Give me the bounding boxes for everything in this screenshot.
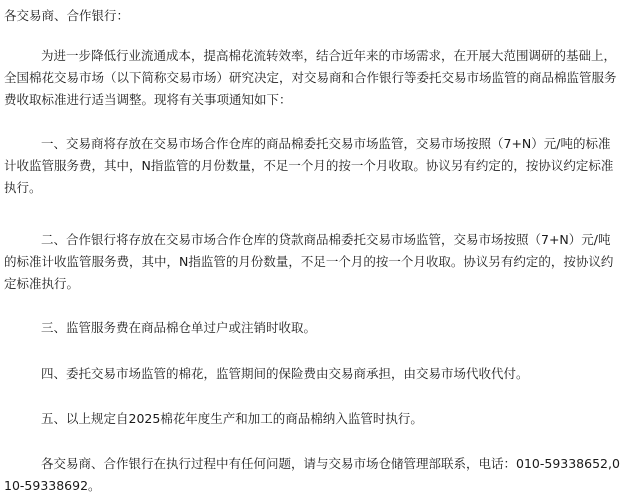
- item-3-paragraph: 三、监管服务费在商品棉仓单过户或注销时收取。: [41, 320, 317, 335]
- contact-paragraph: 各交易商、合作银行在执行过程中有任何问题，请与交易市场仓储管理部联系，电话：010-59338652,010-59338692。: [4, 456, 620, 493]
- intro-paragraph: 为进一步降低行业流通成本，提高棉花流转效率，结合近年来的市场需求，在开展大范围调研的基础上，全国棉花交易市场（以下简称交易市场）研究决定，对交易商和合作银行等委托交易市场监管的商品棉监管服务费收取标准进行适当调整。现将有关事项通知如下：: [4, 48, 617, 107]
- item-4-paragraph: 四、委托交易市场监管的棉花，监管期间的保险费由交易商承担，由交易市场代收代付。: [41, 366, 529, 381]
- salutation: 各交易商、合作银行：: [4, 8, 130, 23]
- item-2-paragraph: 二、合作银行将存放在交易市场合作仓库的贷款商品棉委托交易市场监管，交易市场按照（7+N）元/吨的标准计收监管服务费，其中，N指监管的月份数量，不足一个月的按一个月收取。协议另有约定的，按协议约定标准执行。: [4, 232, 614, 291]
- item-1-paragraph: 一、交易商将存放在交易市场合作仓库的商品棉委托交易市场监管，交易市场按照（7+N）元/吨的标准计收监管服务费，其中，N指监管的月份数量，不足一个月的按一个月收取。协议另有约定的，按协议约定标准执行。: [4, 136, 614, 195]
- item-5-paragraph: 五、以上规定自2025棉花年度生产和加工的商品棉纳入监管时执行。: [41, 411, 423, 426]
